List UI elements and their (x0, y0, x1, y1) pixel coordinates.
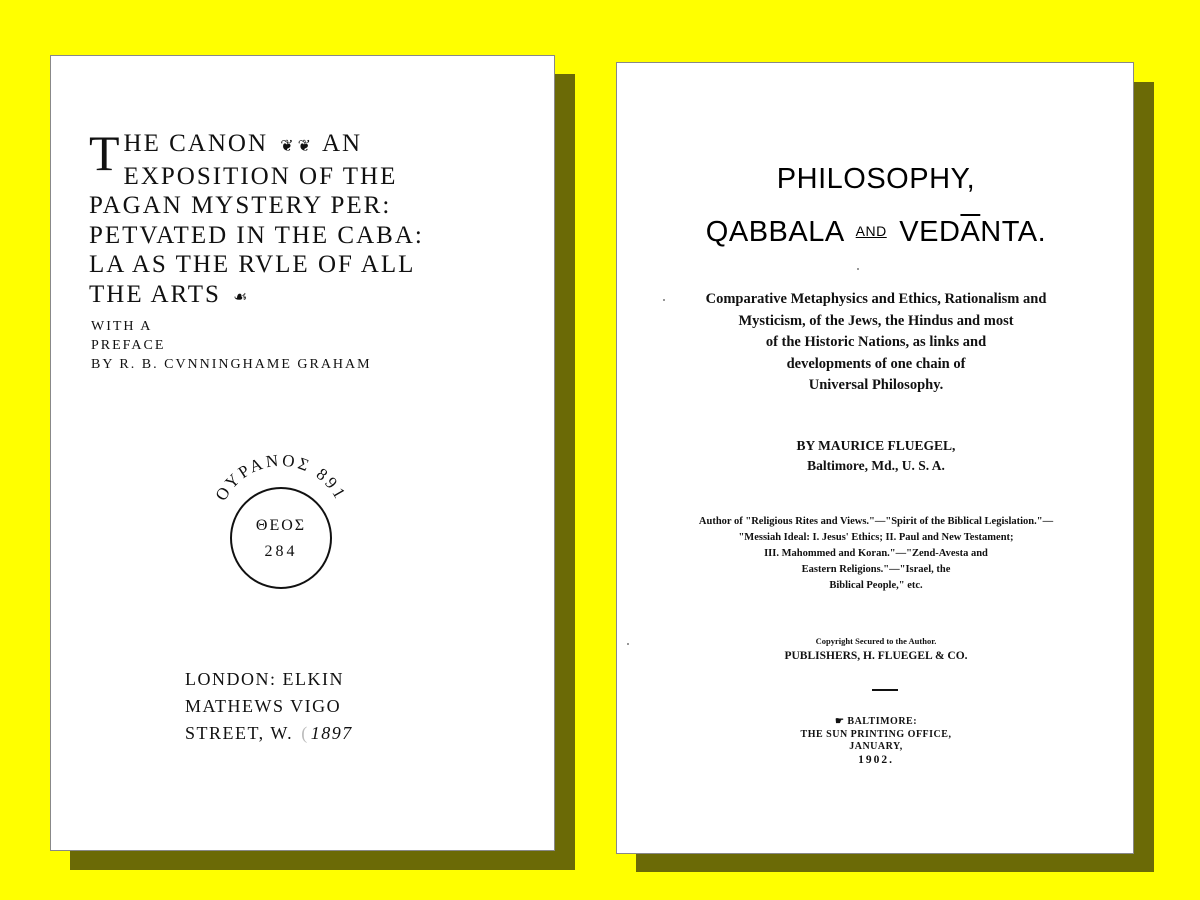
seal-inner-word: ΘΕΟΣ (255, 517, 307, 534)
subtitle-line: Mysticism, of the Jews, the Hindus and most (738, 312, 1014, 329)
printer-imprint (617, 716, 1135, 766)
title-line (89, 129, 489, 162)
right-title-page (616, 62, 1134, 854)
paper-speck (663, 299, 665, 301)
imprint (185, 666, 353, 747)
imprint-line (185, 720, 353, 747)
imprint-line: LONDON: ELKIN (185, 669, 344, 689)
author-line: BY MAURICE FLUEGEL, (796, 438, 956, 453)
main-title (617, 153, 1135, 258)
title-and: AND (855, 223, 887, 239)
imprint-line: MATHEWS VIGO (185, 696, 342, 716)
subtitle (617, 289, 1135, 397)
title-line: PETVATED IN THE CABA: (89, 221, 424, 249)
paper-speck (627, 643, 629, 645)
paper-speck (857, 268, 859, 270)
author-block (617, 436, 1135, 476)
seal-emblem (191, 446, 371, 596)
seal-inner-number: 284 (264, 543, 298, 560)
works-line: III. Mahommed and Koran."—"Zend-Avesta and (764, 548, 988, 559)
pointing-hand-icon: ☛ (834, 716, 848, 727)
title-line (89, 280, 489, 313)
preface-line: PREFACE (91, 338, 166, 353)
works-line: Eastern Religions."—"Israel, the (801, 564, 951, 575)
seal-arc-text: ΟΥΡΑΝΟΣ 891 (211, 450, 351, 505)
press-year: 1902. (858, 753, 894, 766)
preface-line: BY R. B. CVNNINGHAME GRAHAM (91, 357, 372, 372)
title-line-2 (617, 205, 1135, 258)
fleuron-icon: ❦ ❦ (276, 138, 316, 155)
title-line-text: HE CANON (123, 130, 269, 157)
title-line: LA AS THE RVLE OF ALL (89, 251, 416, 278)
book-title (89, 125, 489, 312)
works-line: "Messiah Ideal: I. Jesus' Ethics; II. Paul and New Testament; (738, 532, 1014, 543)
press-line: THE SUN PRINTING OFFICE, (800, 728, 952, 740)
divider-rule (872, 689, 898, 691)
left-title-page (50, 55, 555, 851)
preface-credit (91, 317, 372, 374)
publisher-line: PUBLISHERS, H. FLUEGEL & CO. (784, 650, 968, 662)
seal-circle (231, 488, 331, 588)
press-line (617, 716, 1135, 729)
works-line: Biblical People," etc. (829, 580, 923, 591)
title-vedanta-macron: $\overline{A}$ (960, 216, 981, 248)
subtitle-line: of the Historic Nations, as links and (765, 334, 987, 350)
title-dropcap: T (89, 125, 122, 181)
imprint-street: STREET, W. (185, 723, 294, 743)
author-place: Baltimore, Md., U. S. A. (807, 458, 945, 473)
title-line-text: AN (321, 130, 363, 157)
title-line-1: PHILOSOPHY, (776, 163, 976, 195)
preface-line: WITH A (91, 319, 153, 334)
subtitle-line: Universal Philosophy. (808, 377, 944, 393)
title-vedanta-pre: VED (899, 216, 961, 248)
copyright-notice: Copyright Secured to the Author. (815, 636, 937, 646)
other-works (617, 514, 1135, 594)
leaf-ornament-icon: ☙ (229, 288, 248, 306)
title-qabbala: QABBALA (705, 216, 844, 248)
press-city: BALTIMORE: (847, 716, 918, 727)
subtitle-line: developments of one chain of (786, 355, 966, 372)
works-line: Author of "Religious Rites and Views."—"Spirit of the Biblical Legislation."— (698, 516, 1054, 527)
press-line: JANUARY, (849, 741, 903, 752)
title-line: EXPOSITION OF THE (123, 162, 398, 190)
pencil-mark-icon: ( (301, 723, 309, 743)
subtitle-line: Comparative Metaphysics and Ethics, Rationalism and (705, 291, 1047, 307)
title-line-text: THE ARTS (89, 280, 221, 308)
imprint-year: 1897 (310, 723, 353, 743)
title-vedanta-post: NTA. (980, 216, 1047, 248)
title-line: PAGAN MYSTERY PER: (89, 192, 392, 219)
